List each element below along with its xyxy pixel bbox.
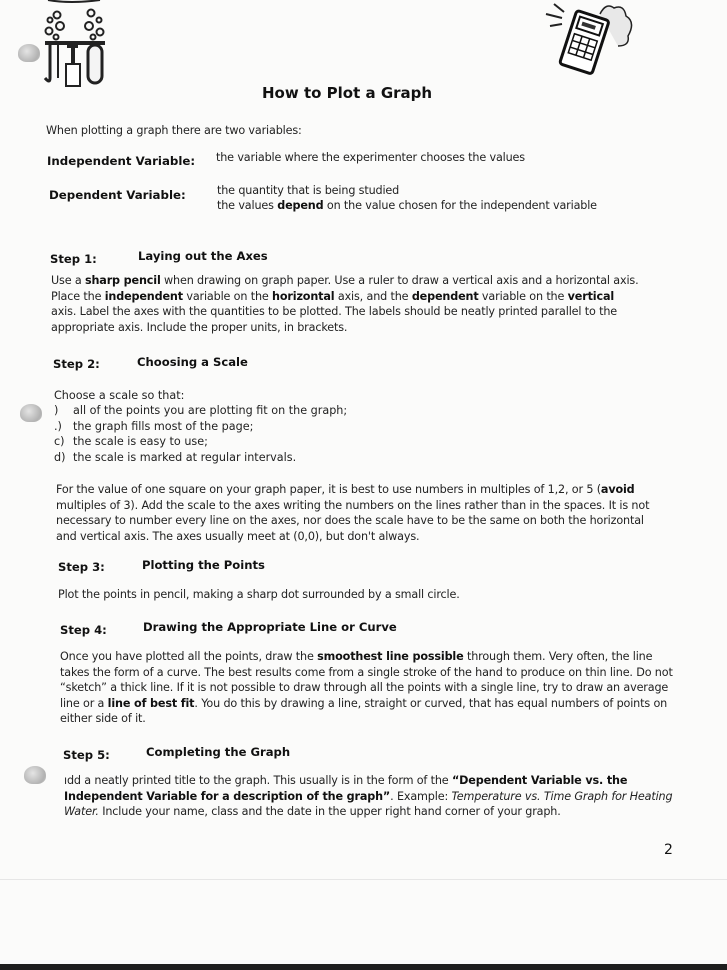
dependent-variable-definition-2: the values depend on the value chosen for the independent variable (217, 199, 597, 212)
step-1-number: Step 1: (50, 252, 97, 266)
hole-punch-icon (24, 766, 46, 784)
step-1-title: Laying out the Axes (138, 249, 268, 263)
step-2-title: Choosing a Scale (137, 355, 248, 369)
independent-variable-label: Independent Variable: (47, 154, 196, 168)
list-item: ) all of the points you are plotting fit on the graph; (54, 404, 348, 417)
scan-artifact-line (0, 879, 727, 880)
hole-punch-icon (20, 404, 42, 422)
step-1-body: Use a sharp pencil when drawing on graph paper. Use a ruler to draw a vertical axis and a horizontal axis. Place the independent variable on the horizontal axis, and the dependent variable on the vertical axis. Label the axes with the quantities to be plotted. The labels should be neatly printed parallel to the appropriate axis. Include the proper units, in brackets. (51, 274, 639, 334)
dependent-variable-label: Dependent Variable: (49, 188, 186, 202)
intro-text: When plotting a graph there are two variables: (46, 124, 302, 137)
step-4-title: Drawing the Appropriate Line or Curve (143, 620, 397, 634)
step-4-number: Step 4: (60, 623, 107, 637)
step-5-title: Completing the Graph (146, 745, 291, 759)
scale-criteria-list (54, 403, 347, 465)
step-5-number: Step 5: (63, 748, 110, 762)
scan-edge-bar (0, 964, 727, 970)
list-item: c) the scale is easy to use; (54, 435, 208, 449)
test-tubes-icon (40, 0, 112, 90)
step-4-body: Once you have plotted all the points, draw the smoothest line possible through them. Very often, the line takes the form of a curve. The best results come from a single stroke of the hand to produce on thin line. Do not “sketch” a thick line. If it is not possible to draw through all the points with a single line, try to draw an average line or a line of best fit. You do this by drawing a line, straight or curved, that has equal numbers of points on either side of it. (60, 650, 673, 725)
step-3-number: Step 3: (58, 560, 105, 574)
calculator-icon (540, 0, 640, 78)
independent-variable-definition: the variable where the experimenter chooses the values (216, 151, 525, 164)
step-3-title: Plotting the Points (142, 558, 265, 572)
list-item: d) the scale is marked at regular intervals. (54, 450, 297, 464)
list-item: .) the graph fills most of the page; (54, 419, 254, 433)
hole-punch-icon (18, 44, 40, 62)
step-5-body: ıdd a neatly printed title to the graph. This usually is in the form of the “Dependent Variable vs. the Independent Variable for a description of the graph”. Example: Temperature vs. Time Graph for Heating Water. Include your name, class and the date in the upper right hand corner of your graph. (64, 774, 673, 818)
step-2-body: For the value of one square on your graph paper, it is best to use numbers in multiples of 1,2, or 5 (avoid multiples of 3). Add the scale to the axes writing the numbers on the lines rather than in the spaces. It is not necessary to number every line on the axes, nor does the scale have to be the same on both the horizontal and vertical axis. The axes usually meet at (0,0), but don't always. (56, 483, 650, 543)
page-number: 2 (664, 842, 673, 858)
step-2-number: Step 2: (53, 357, 100, 371)
step-3-body: Plot the points in pencil, making a sharp dot surrounded by a small circle. (58, 588, 460, 601)
step-2-intro: Choose a scale so that: (54, 389, 185, 402)
dependent-variable-definition-1: the quantity that is being studied (217, 184, 400, 197)
page-title: How to Plot a Graph (262, 84, 433, 102)
